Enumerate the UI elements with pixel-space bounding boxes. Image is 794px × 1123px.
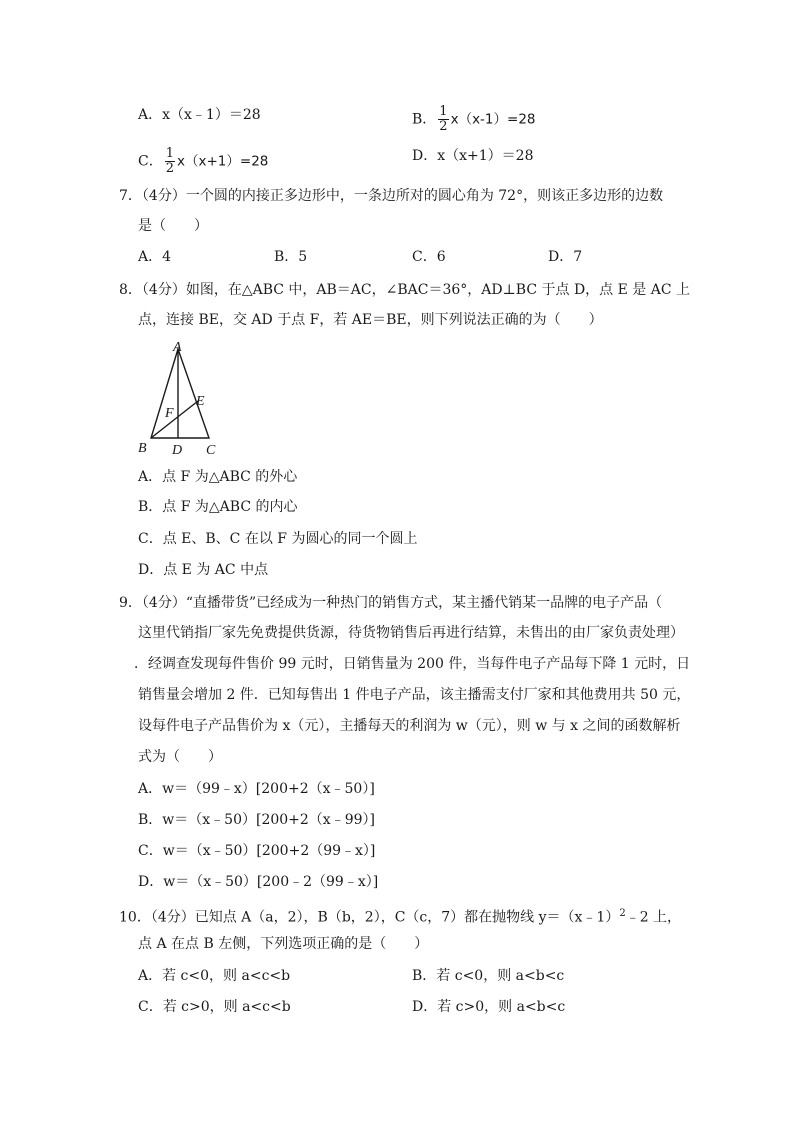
q10-option-a: A．若 c<0，则 a<c<b bbox=[138, 968, 291, 984]
fraction-numerator: 1 bbox=[165, 146, 174, 161]
label-f: F bbox=[165, 406, 174, 421]
q6-option-b-prefix: B． bbox=[412, 111, 437, 128]
q9-stem-line2: 这里代销指厂家先免费提供货源，待货物销售后再进行结算，未售出的由厂家负责处理） bbox=[138, 625, 684, 641]
q8-option-a: A．点 F 为△ABC 的外心 bbox=[138, 469, 298, 485]
fraction-denominator: 2 bbox=[439, 119, 448, 134]
q9-stem-line1: 9．（4分）“直播带货”已经成为一种热门的销售方式，某主播代销某一品牌的电子产品（ bbox=[119, 595, 663, 611]
q6-option-d bbox=[412, 147, 533, 165]
segment-be bbox=[151, 401, 198, 438]
q6-option-c bbox=[138, 148, 268, 175]
q9-option-b: B．w＝（x﹣50）[200+2（x﹣99）] bbox=[138, 812, 375, 828]
q6-option-b-fraction bbox=[438, 106, 448, 133]
q9-stem-line4: 销售量会增加 2 件．已知每售出 1 件电子产品，该主播需支付厂家和其他费用共 50 元， bbox=[138, 687, 691, 703]
q7-option-a: A．4 bbox=[138, 249, 172, 265]
q6-option-c-prefix: C． bbox=[138, 153, 163, 170]
q10-option-b: B．若 c<0，则 a<b<c bbox=[412, 968, 565, 984]
q6-option-d-prefix: D． bbox=[412, 148, 438, 164]
q7-option-b: B．5 bbox=[274, 249, 308, 265]
q9-stem-line5: 设每件电子产品售价为 x（元），主播每天的利润为 w（元），则 w 与 x 之间的函数解析 bbox=[138, 718, 681, 734]
q10-exponent: 2 bbox=[619, 908, 626, 919]
q9-option-d: D．w＝（x﹣50）[200﹣2（99﹣x）] bbox=[138, 874, 379, 890]
q7-option-d: D．7 bbox=[548, 249, 583, 265]
q10-stem-line2: 点 A 在点 B 左侧，下列选项正确的是（ ） bbox=[138, 936, 429, 952]
q10-stem-line1 bbox=[119, 905, 681, 927]
q6-option-a bbox=[138, 106, 261, 124]
label-a: A bbox=[173, 340, 182, 355]
q9-option-a: A．w＝（99﹣x）[200+2（x﹣50）] bbox=[138, 781, 375, 797]
q8-stem-line1: 8．（4分）如图，在△ABC 中，AB＝AC，∠BAC＝36°，AD⊥BC 于点 D，点 E 是 AC 上 bbox=[119, 282, 691, 298]
triangle-figure bbox=[130, 334, 230, 460]
q10-stem-line1-main: 10．（4分）已知点 A（a，2），B（b，2），C（c，7）都在抛物线 y＝（x﹣1） bbox=[119, 909, 620, 926]
q7-option-c: C．6 bbox=[412, 249, 446, 265]
label-d: D bbox=[172, 443, 183, 458]
q9-stem-line6: 式为（ ） bbox=[138, 749, 222, 765]
q6-option-b bbox=[412, 106, 536, 133]
q10-option-c: C．若 c>0，则 a<c<b bbox=[138, 999, 291, 1015]
q8-option-c: C．点 E、B、C 在以 F 为圆心的同一个圆上 bbox=[138, 531, 418, 547]
q7-stem-line1: 7．（4分）一个圆的内接正多边形中，一条边所对的圆心角为 72°，则该正多边形的边数 bbox=[119, 188, 664, 204]
label-b: B bbox=[138, 441, 147, 456]
q8-stem-line2: 点，连接 BE，交 AD 于点 F，若 AE＝BE，则下列说法正确的为（ ） bbox=[138, 312, 603, 328]
q9-option-c: C．w＝（x﹣50）[200+2（99﹣x）] bbox=[138, 843, 376, 859]
q6-option-c-fraction bbox=[165, 148, 175, 175]
q8-option-b: B．点 F 为△ABC 的内心 bbox=[138, 499, 298, 515]
fraction-denominator: 2 bbox=[165, 161, 174, 176]
q6-option-a-prefix: A． bbox=[138, 107, 163, 123]
q9-stem-line3: ．经调查发现每件售价 99 元时，日销售量为 200 件，当每件电子产品每下降 1 元时，日 bbox=[134, 656, 691, 672]
q6-option-a-text: x（x﹣1）＝28 bbox=[162, 107, 261, 123]
q6-option-d-text: x（x+1）＝28 bbox=[437, 148, 534, 164]
q8-option-d: D．点 E 为 AC 中点 bbox=[138, 562, 269, 578]
q7-stem-line2: 是（ ） bbox=[138, 218, 208, 234]
q6-option-c-text: x（x+1）=28 bbox=[177, 153, 269, 170]
label-c: C bbox=[206, 443, 216, 458]
fraction-numerator: 1 bbox=[439, 104, 448, 119]
label-e: E bbox=[196, 394, 205, 409]
q10-option-d: D．若 c>0，则 a<b<c bbox=[412, 999, 566, 1015]
q6-option-b-text: x（x-1）=28 bbox=[450, 111, 536, 128]
q10-stem-line1-tail: ﹣2 上， bbox=[625, 909, 682, 926]
